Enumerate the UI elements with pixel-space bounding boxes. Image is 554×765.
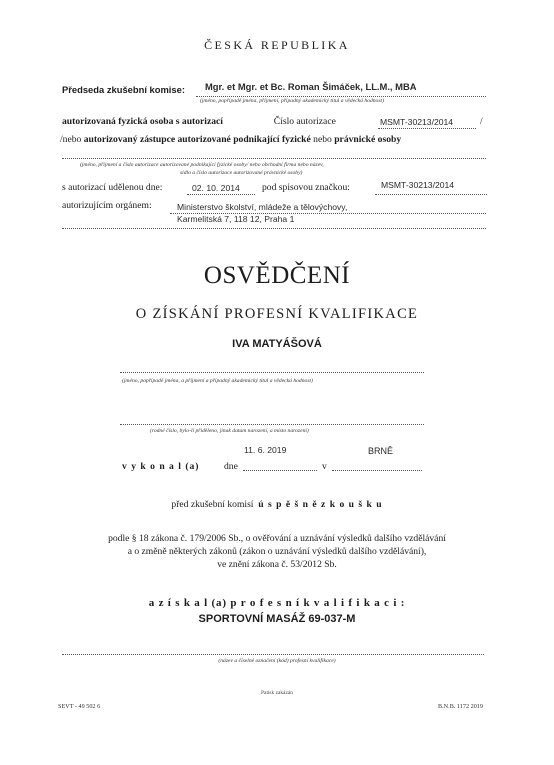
certificate-subtitle: O ZÍSKÁNÍ PROFESNÍ KVALIFIKACE: [135, 306, 419, 322]
dotted-line: [243, 470, 317, 471]
dotted-line: [120, 424, 424, 425]
authorization-line-1: [62, 116, 336, 127]
authorization-hint-2: sídlo a číslo autorizace autorizované právnické osoby): [180, 170, 303, 176]
holder-hint: (jméno, popřípadě jména, a příjmení a případný akademický titul a vědecká hodnost): [122, 378, 313, 384]
authorization-number-label: Číslo autorizace: [273, 116, 336, 127]
commission-line: před zkušební komisí ú s p ě š n ě z k o u š k u: [171, 499, 383, 510]
authorization-hint-1: (jméno, příjmení a číslo autorizace autorizované podnikající fyzické osoby/ nebo obchodní firma nebo název,: [80, 162, 324, 168]
committee-label: Předseda zkušební komise:: [62, 84, 185, 95]
dotted-line: [332, 470, 422, 471]
file-number: MSMT-30213/2014: [381, 180, 455, 190]
authorization-line-2: /nebo autorizovaný zástupce autorizované podnikající fyzické nebo právnické osoby: [60, 134, 402, 145]
qualification-name: SPORTOVNÍ MASÁŽ 69-037-M: [198, 613, 356, 625]
certificate-title: OSVĚDČENÍ: [203, 262, 351, 289]
authorization-type: autorizovaná fyzická osoba s autorizací: [62, 116, 223, 127]
dotted-line: [62, 654, 484, 655]
dotted-line: [378, 128, 476, 129]
dotted-line: [187, 194, 255, 195]
granted-label: s autorizací udělenou dne:: [62, 182, 163, 193]
birth-hint: (rodné číslo, bylo-li přiděleno, jinak datum narození, a místo narození): [150, 428, 309, 434]
holder-name: IVA MATYÁŠOVÁ: [232, 338, 322, 350]
dotted-line: [375, 194, 487, 195]
dotted-line: [62, 228, 486, 229]
vykonal-label: v y k o n a l (a): [122, 461, 200, 472]
file-number-label: pod spisovou značkou:: [262, 182, 350, 193]
dotted-line: [62, 158, 486, 159]
authority-line-1: Ministerstvo školství, mládeže a tělovýchovy,: [177, 202, 348, 212]
obtained-line: a z í s k a l (a) p r o f e s n í k v a l i f i k a c i :: [148, 597, 406, 609]
law-line-1: podle § 18 zákona č. 179/2006 Sb., o ověřování a uznávání výsledků dalšího vzdělávání: [108, 533, 446, 544]
authority-line-2: Karmelitská 7, 118 12, Praha 1: [177, 214, 295, 224]
dotted-line: [196, 96, 486, 97]
law-line-3: ve znění zákona č. 53/2012 Sb.: [217, 559, 337, 570]
footer-note: Patisk zakázán: [261, 690, 293, 696]
qualification-hint: (název a číselné označení (kód) profesní kvalifikace): [218, 658, 336, 664]
committee-chair-name: Mgr. et Mgr. et Bc. Roman Šimáček, LL.M., MBA: [205, 81, 417, 92]
dne-label: dne: [224, 461, 238, 472]
country-header: ČESKÁ REPUBLIKA: [204, 38, 350, 52]
authorization-number-tail: /: [480, 116, 483, 127]
authorization-number: MSMT-30213/2014: [380, 117, 454, 127]
exam-date: 11. 6. 2019: [244, 445, 287, 455]
granted-date: 02. 10. 2014: [192, 183, 240, 193]
committee-hint: (jméno, popřípadě jména, příjmení, případný akademický titul a vědecká hodnost): [200, 98, 384, 104]
footer-left-code: SEVT - 49 502 6: [58, 703, 101, 710]
dotted-line: [120, 372, 424, 373]
authority-label: autorizujícím orgánem:: [62, 200, 152, 211]
footer-right-code: B.N.B. 1172 2019: [438, 703, 483, 710]
v-label: v: [322, 461, 327, 472]
law-line-2: a o změně některých zákonů (zákon o uznávání výsledků dalšího vzdělávání),: [127, 546, 427, 557]
exam-place: BRNĚ: [368, 446, 394, 456]
